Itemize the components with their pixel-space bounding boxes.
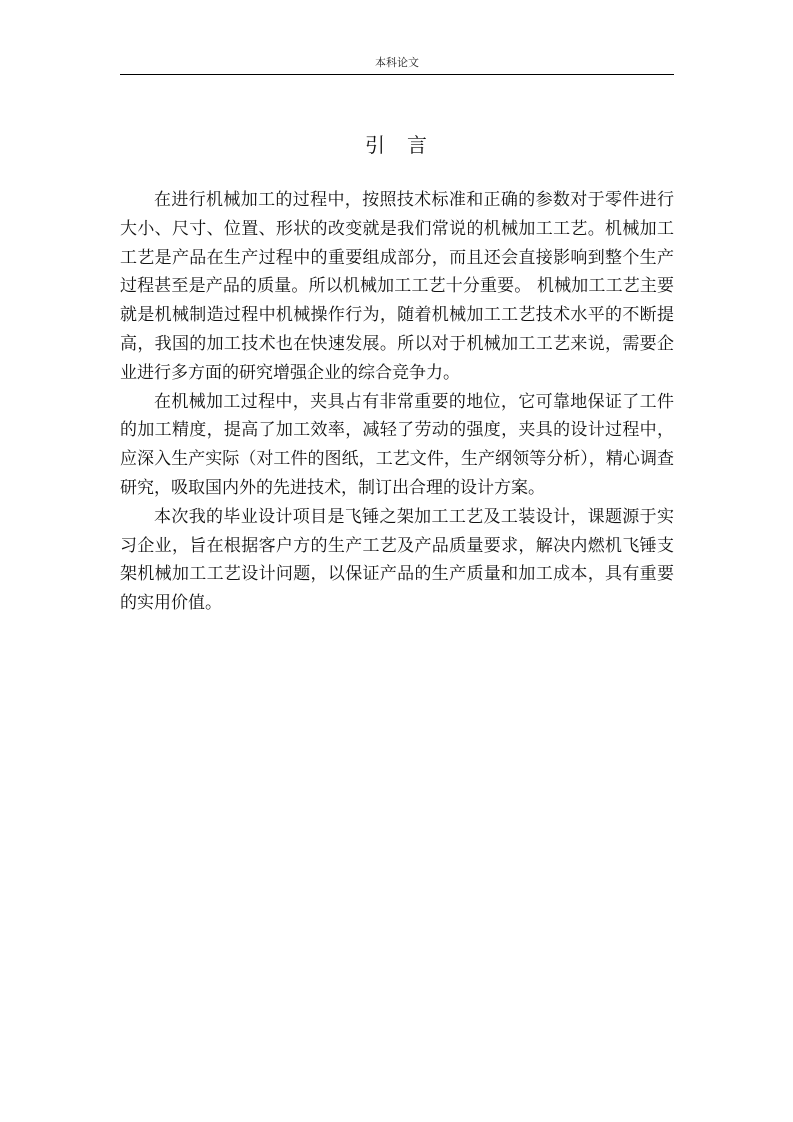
paragraph-3: 本次我的毕业设计项目是飞锤之架加工工艺及工装设计，课题源于实习企业，旨在根据客户方的生产工艺及产品质量要求，解决内燃机飞锤支架机械加工工艺设计问题，以保证产品的生产质量和加工成本，具有重要的实用价值。 — [120, 506, 674, 614]
body-text — [120, 186, 674, 618]
paragraph-1: 在进行机械加工的过程中，按照技术标准和正确的参数对于零件进行大小、尺寸、位置、形状的改变就是我们常说的机械加工工艺。机械加工工艺是产品在生产过程中的重要组成部分，而且还会直接影响到整个生产过程甚至是产品的质量。所以机械加工工艺十分重要。 机械加工工艺主要就是机械制造过程中机械操作行为，随着机械加工工艺技术水平的不断提高，我国的加工技术也在快速发展。所以对于机械加工工艺来说，需要企业进行多方面的研究增强企业的综合竞争力。 — [120, 190, 674, 383]
title-char-1: 引 — [365, 133, 387, 157]
title-char-2: 言 — [407, 133, 429, 157]
section-title — [120, 128, 674, 162]
page-header — [120, 54, 674, 75]
paragraph-2: 在机械加工过程中，夹具占有非常重要的地位，它可靠地保证了工件的加工精度，提高了加工效率，减轻了劳动的强度，夹具的设计过程中，应深入生产实际（对工件的图纸，工艺文件，生产纲领等分析），精心调查研究，吸取国内外的先进技术，制订出合理的设计方案。 — [120, 391, 674, 498]
header-label: 本科论文 — [375, 56, 419, 69]
